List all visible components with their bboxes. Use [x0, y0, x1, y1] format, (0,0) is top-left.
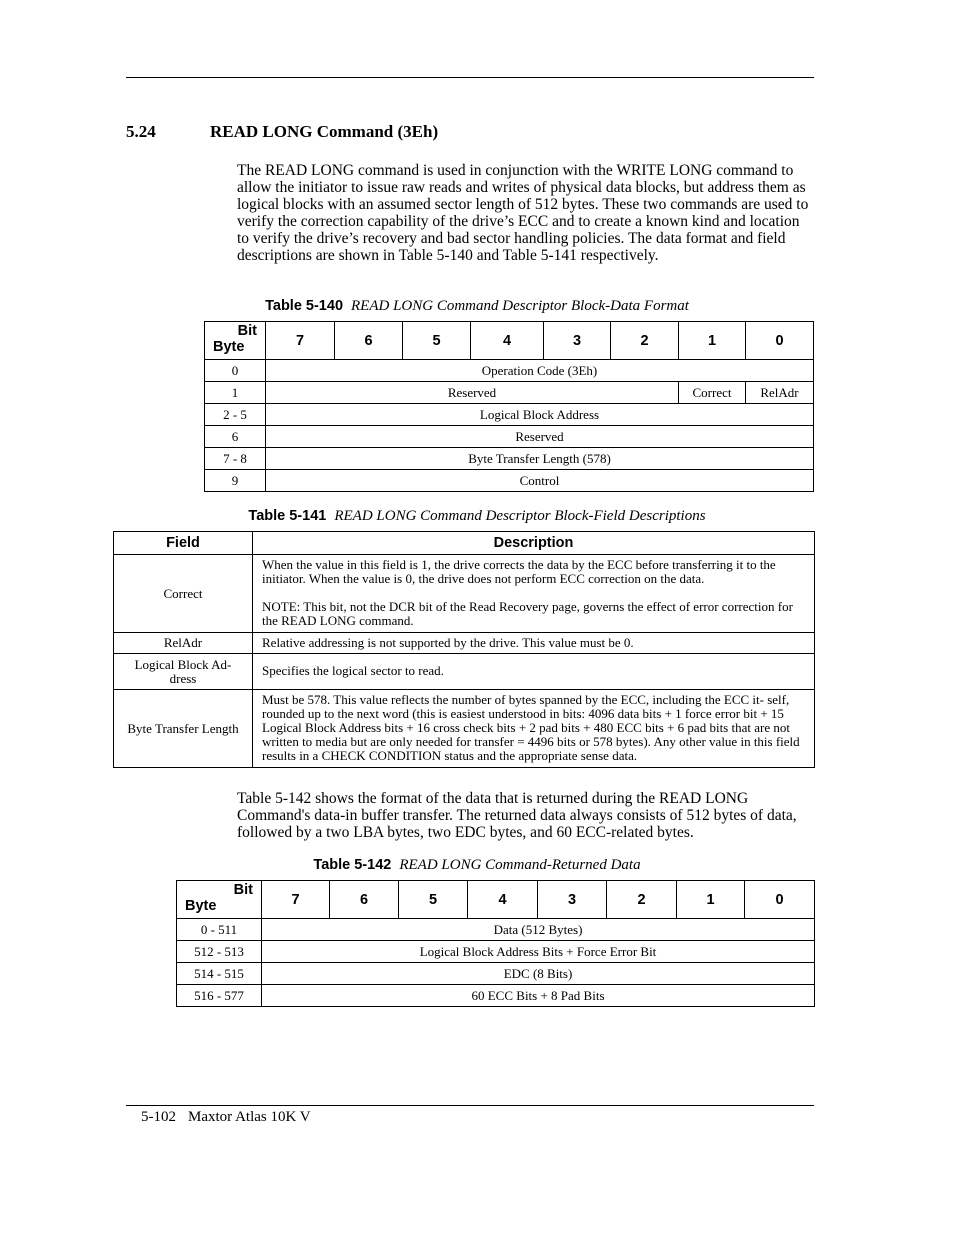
table-140-caption: [0, 298, 954, 315]
table-140-label: Table 5-140: [265, 298, 344, 314]
field-column-header: Field: [114, 532, 253, 555]
field-name-cell: Correct: [114, 555, 253, 633]
byte-cell: 9: [205, 470, 266, 492]
description-note: NOTE: This bit, not the DCR bit of the Read Recovery page, governs the effect of error correction for the READ LONG command.: [262, 599, 793, 628]
top-rule: [126, 77, 814, 78]
field-name-cell: Byte Transfer Length: [114, 690, 253, 768]
table-141: [113, 531, 815, 768]
field-cell: Control: [266, 470, 814, 492]
bit-5-header: 5: [399, 881, 468, 919]
corner-byte-label: Byte: [213, 339, 245, 355]
byte-cell: 514 - 515: [177, 963, 262, 985]
table-row: [205, 448, 814, 470]
intro-paragraph: The READ LONG command is used in conjunction with the WRITE LONG command to allow the initiator to issue raw reads and writes of physical data blocks, but address them as logical blocks with an assumed sector length of 512 bytes. These two commands are used to verify the correction capability of the drive’s ECC and to create a known kind and location to verify the drive’s recovery and bad sector handling policies. The data format and field descriptions are shown in Table 5-140 and Table 5-141 respectively.: [237, 162, 809, 264]
field-cell: Logical Block Address: [266, 404, 814, 426]
bit-7-header: 7: [262, 881, 330, 919]
table-row: [114, 690, 815, 768]
field-cell-reladr: RelAdr: [746, 382, 814, 404]
bit-4-header: 4: [468, 881, 538, 919]
field-cell-correct: Correct: [679, 382, 746, 404]
field-cell: Reserved: [266, 426, 814, 448]
table-142: [176, 880, 815, 1007]
second-paragraph: Table 5-142 shows the format of the data that is returned during the READ LONG Command's data-in buffer transfer. The returned data always consists of 512 bytes of data, followed by a two LBA bytes, two EDC bytes, and 60 ECC-related bytes.: [237, 790, 797, 841]
table-141-caption: [0, 508, 954, 525]
table-142-header-row: [177, 881, 815, 919]
page-footer: [141, 1109, 311, 1126]
bit-2-header: 2: [607, 881, 677, 919]
byte-cell: 516 - 577: [177, 985, 262, 1007]
document-name: Maxtor Atlas 10K V: [188, 1109, 311, 1125]
byte-cell: 0: [205, 360, 266, 382]
table-142-title: READ LONG Command-Returned Data: [399, 857, 641, 873]
table-row: [114, 654, 815, 690]
bit-4-header: 4: [471, 322, 544, 360]
section-number: 5.24: [126, 122, 156, 141]
field-cell: Operation Code (3Eh): [266, 360, 814, 382]
byte-cell: 512 - 513: [177, 941, 262, 963]
table-141-title: READ LONG Command Descriptor Block-Field Descriptions: [334, 508, 706, 524]
description-cell: Relative addressing is not supported by the drive. This value must be 0.: [253, 633, 815, 654]
byte-cell: 0 - 511: [177, 919, 262, 941]
description-cell: Must be 578. This value reflects the number of bytes spanned by the ECC, including the ECC it- self, rounded up to the next word (this is easiest understood in bits: 4096 data bits + 1 force error bit + 15 Logical Block Address bits + 16 cross check bits + 2 pad bits + 480 ECC bits + 6 pad bits that are not written to media but are only needed for transfer = 4496 bits or 578 bytes). Any other value in this field results in a CHECK CONDITION status and the appropriate sense data.: [253, 690, 815, 768]
section-title: READ LONG Command (3Eh): [210, 122, 439, 141]
field-cell: EDC (8 Bits): [262, 963, 815, 985]
table-141-label: Table 5-141: [248, 508, 327, 524]
byte-cell: 2 - 5: [205, 404, 266, 426]
table-140-title: READ LONG Command Descriptor Block-Data Format: [351, 298, 689, 314]
bit-3-header: 3: [538, 881, 607, 919]
field-cell: Byte Transfer Length (578): [266, 448, 814, 470]
field-cell: 60 ECC Bits + 8 Pad Bits: [262, 985, 815, 1007]
corner-bit-label: Bit: [233, 882, 253, 898]
corner-byte-label: Byte: [185, 898, 217, 914]
bit-1-header: 1: [679, 322, 746, 360]
table-row: [205, 360, 814, 382]
byte-cell: 6: [205, 426, 266, 448]
page-number: 5-102: [141, 1109, 176, 1125]
table-row: [177, 941, 815, 963]
field-name-cell: Logical Block Ad- dress: [114, 654, 253, 690]
table-row: [177, 963, 815, 985]
bit-0-header: 0: [746, 322, 814, 360]
bit-1-header: 1: [677, 881, 745, 919]
byte-cell: 1: [205, 382, 266, 404]
table-row: [114, 633, 815, 654]
table-140: [204, 321, 814, 492]
table-row: [205, 426, 814, 448]
table-row: [177, 985, 815, 1007]
bottom-rule: [126, 1105, 814, 1106]
bit-3-header: 3: [544, 322, 611, 360]
table-row: [114, 555, 815, 633]
byte-cell: 7 - 8: [205, 448, 266, 470]
bit-2-header: 2: [611, 322, 679, 360]
bit-6-header: 6: [330, 881, 399, 919]
description-text: When the value in this field is 1, the drive corrects the data by the ECC before transferring it to the initiator. When the value is 0, the drive does not perform ECC correction on the data.: [262, 557, 776, 586]
table-142-caption: [0, 857, 954, 874]
description-cell: [253, 555, 815, 633]
table-row: [205, 470, 814, 492]
field-cell: Reserved: [266, 382, 679, 404]
corner-bit-label: Bit: [237, 323, 257, 339]
description-column-header: Description: [253, 532, 815, 555]
table-142-label: Table 5-142: [313, 857, 392, 873]
bit-5-header: 5: [403, 322, 471, 360]
table-141-header-row: [114, 532, 815, 555]
bit-6-header: 6: [335, 322, 403, 360]
field-name-cell: RelAdr: [114, 633, 253, 654]
bit-0-header: 0: [745, 881, 815, 919]
table-142-corner: [177, 881, 262, 919]
field-cell: Logical Block Address Bits + Force Error Bit: [262, 941, 815, 963]
description-cell: Specifies the logical sector to read.: [253, 654, 815, 690]
field-cell: Data (512 Bytes): [262, 919, 815, 941]
table-140-corner: [205, 322, 266, 360]
bit-7-header: 7: [266, 322, 335, 360]
table-row: [205, 382, 814, 404]
table-140-header-row: [205, 322, 814, 360]
table-row: [205, 404, 814, 426]
table-row: [177, 919, 815, 941]
